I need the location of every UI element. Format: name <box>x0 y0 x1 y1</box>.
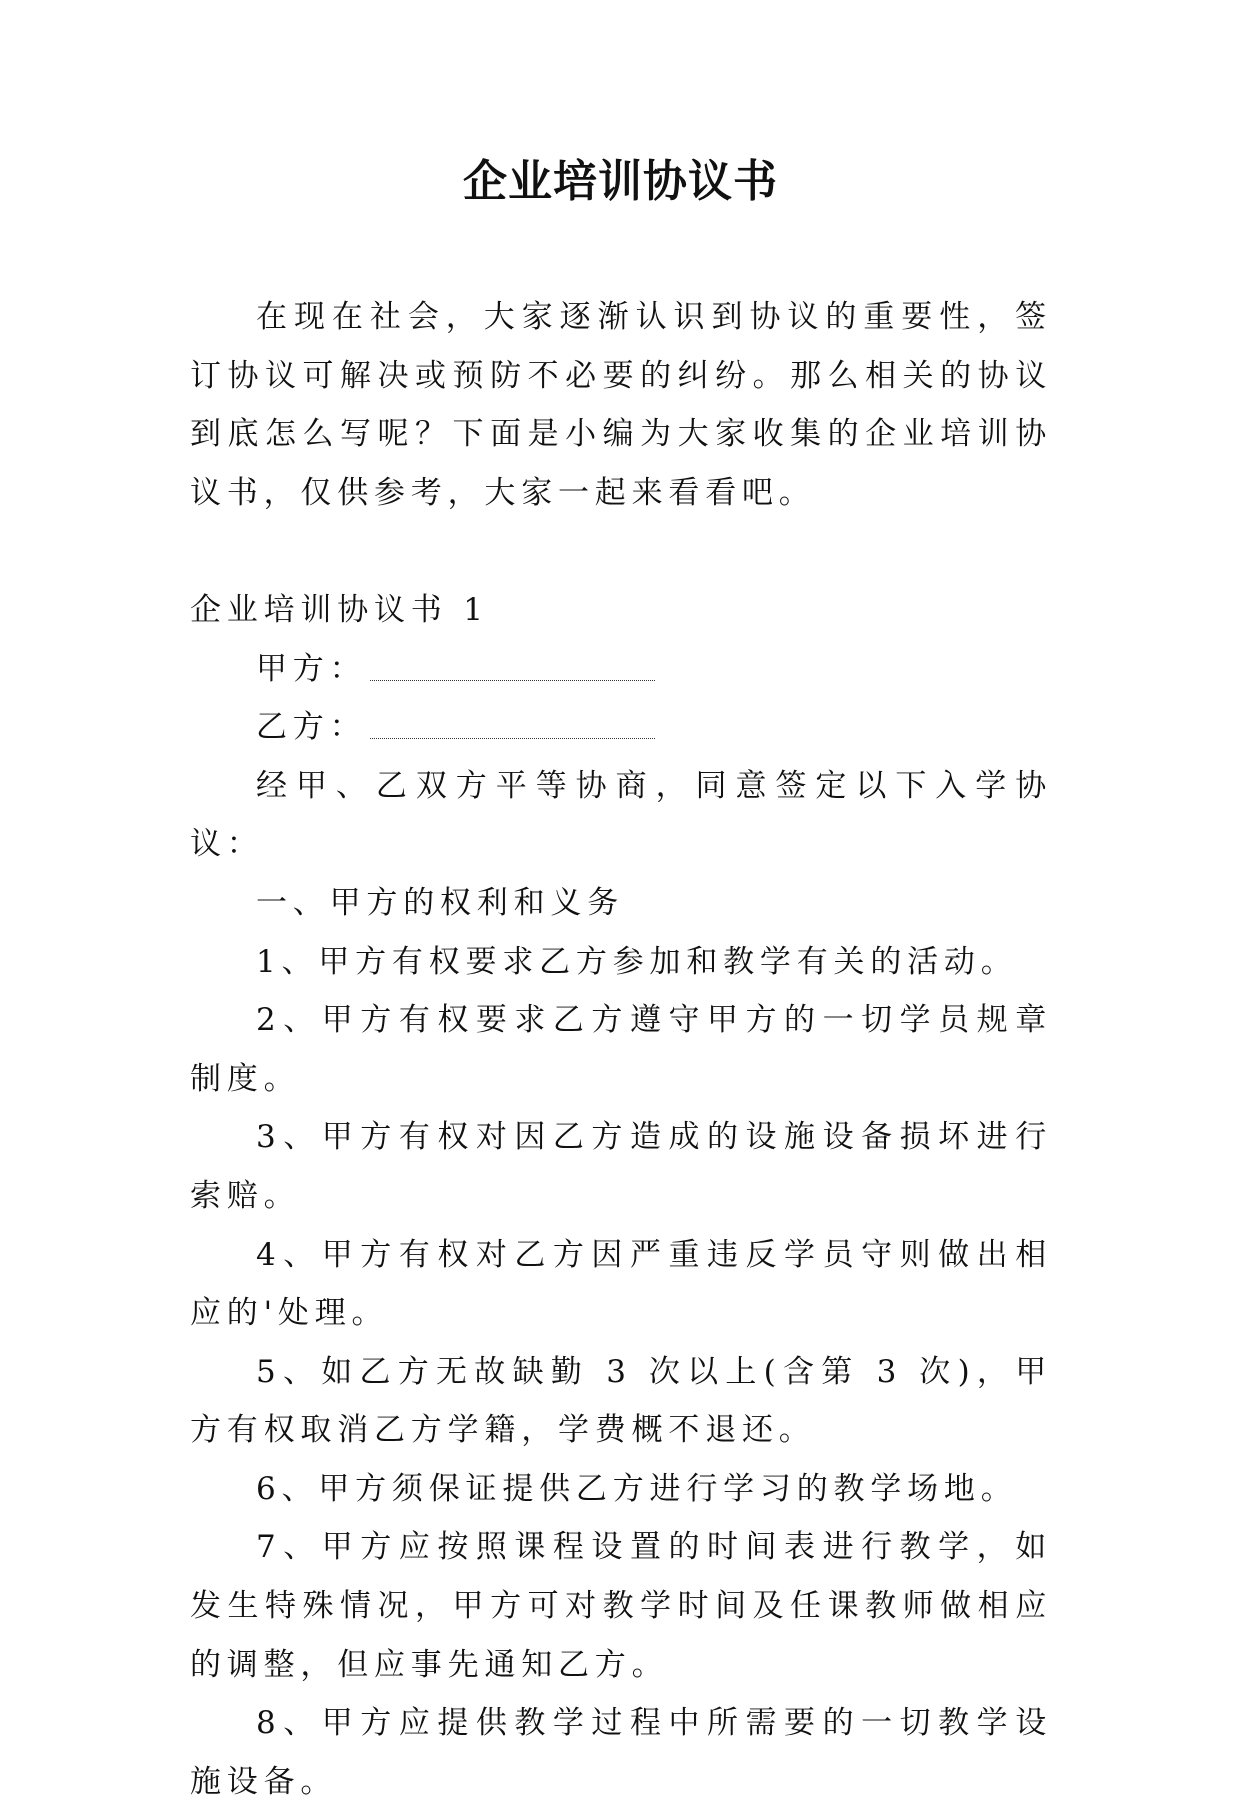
clause-item: 1、甲方有权要求乙方参加和教学有关的活动。 <box>256 943 1018 980</box>
party-a-line <box>190 640 1052 699</box>
party-a-label: 甲方： <box>256 650 367 687</box>
clause-item: 6、甲方须保证提供乙方进行学习的教学场地。 <box>256 1470 1018 1507</box>
party-b-line <box>190 698 1052 757</box>
document-title: 企业培训协议书 <box>463 156 778 207</box>
clause-item: 7、甲方应按照课程设置的时间表进行教学，如发生特殊情况，甲方可对教学时间及任课教师做相应的调整，但应事先通知乙方。 <box>190 1529 1052 1683</box>
clause-item: 5、如乙方无故缺勤 3 次以上(含第 3 次)，甲方有权取消乙方学籍，学费概不退还。 <box>190 1353 1052 1449</box>
document-body <box>190 288 1052 1811</box>
clause-item: 3、甲方有权对因乙方造成的设施设备损坏进行索赔。 <box>190 1119 1052 1214</box>
party-b-label: 乙方： <box>256 709 367 746</box>
intro-paragraph: 在现在社会，大家逐渐认识到协议的重要性，签订协议可解决或预防不必要的纠纷。那么相关的协议到底怎么写呢？下面是小编为大家收集的企业培训协议书，仅供参考，大家一起来看看吧。 <box>190 299 1052 511</box>
section-title: 企业培训协议书 1 <box>190 591 489 628</box>
party-b-blank <box>370 716 655 739</box>
party-a-blank <box>370 658 655 681</box>
clause-item: 2、甲方有权要求乙方遵守甲方的一切学员规章制度。 <box>190 1002 1052 1097</box>
clause-item: 4、甲方有权对乙方因严重违反学员守则做出相应的'处理。 <box>190 1236 1052 1332</box>
preamble: 经甲、乙双方平等协商，同意签定以下入学协议： <box>190 767 1052 863</box>
paragraph-gap <box>190 522 1052 581</box>
clause-item: 8、甲方应提供教学过程中所需要的一切教学设施设备。 <box>190 1705 1052 1800</box>
heading-rights-obligations: 一、甲方的权利和义务 <box>256 884 624 921</box>
